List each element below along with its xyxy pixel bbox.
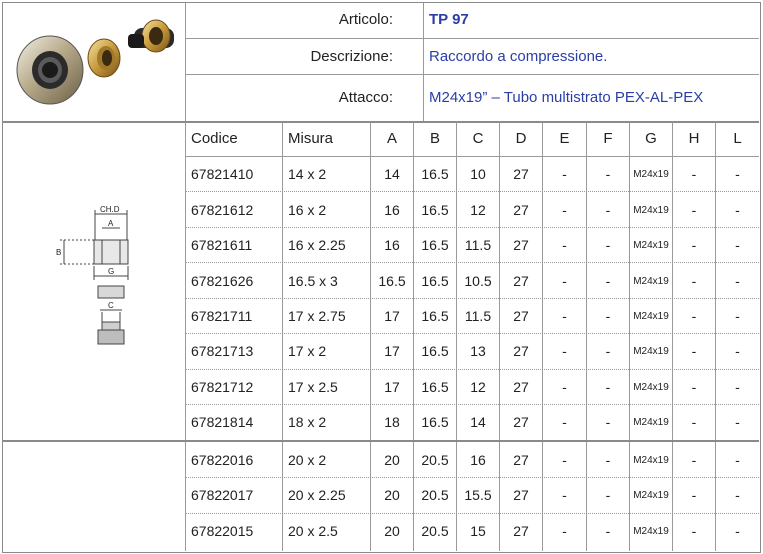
cell-misura: 17 x 2.75 [288,308,346,324]
cell-f: - [605,166,611,182]
nut-photo [17,36,83,104]
row-rule [186,298,759,299]
row-rule [186,156,759,157]
row-rule [186,404,759,405]
cell-e: - [562,452,567,468]
row-rule [186,227,759,228]
cell-d: 27 [513,523,529,539]
cell-g: M24x19 [633,490,669,501]
cell-d: 27 [513,308,529,324]
cell-l: - [735,166,740,182]
descrizione-label: Descrizione: [310,48,393,65]
drawing-label-chd: CH.D [100,205,120,214]
cell-f: - [605,202,611,218]
cell-codice: 67822016 [191,452,254,468]
cell-misura: 17 x 2.5 [288,379,338,395]
cell-f: - [605,452,611,468]
group-rule [3,440,759,442]
header-divider-left [185,3,186,121]
cell-f: - [605,237,611,253]
articolo-value: TP 97 [429,11,469,28]
cell-e: - [562,202,567,218]
cell-c: 14 [470,414,486,430]
cell-h: - [691,523,697,539]
cell-a: 16 [384,202,400,218]
cell-l: - [735,523,740,539]
cell-a: 17 [384,343,400,359]
ring-photo [88,39,120,77]
col-header-f: F [603,130,613,147]
cell-b: 16.5 [421,414,449,430]
cell-codice: 67822015 [191,523,254,539]
cell-f: - [605,308,611,324]
cell-a: 20 [384,487,400,503]
cell-b: 16.5 [421,273,449,289]
cell-h: - [691,379,697,395]
table-divider [629,122,630,551]
cell-h: - [691,308,697,324]
cell-d: 27 [513,452,529,468]
cell-l: - [735,379,740,395]
col-header-d: D [515,130,527,147]
cell-a: 17 [384,308,400,324]
row-rule [186,477,759,478]
table-divider [282,122,283,551]
cell-b: 16.5 [421,237,449,253]
descrizione-value: Raccordo a compressione. [429,48,608,65]
cell-b: 20.5 [421,523,449,539]
cell-h: - [691,414,697,430]
cell-d: 27 [513,166,529,182]
cell-g: M24x19 [633,526,669,537]
cell-c: 13 [470,343,486,359]
cell-f: - [605,487,611,503]
cell-codice: 67821612 [191,202,254,218]
cell-codice: 67821626 [191,273,254,289]
cell-b: 16.5 [421,202,449,218]
cell-h: - [691,202,697,218]
cell-c: 15 [470,523,486,539]
cell-a: 16 [384,237,400,253]
cell-c: 12 [470,379,486,395]
attacco-label: Attacco: [338,89,393,106]
cell-misura: 20 x 2 [288,452,327,468]
cell-c: 10.5 [464,273,492,289]
cell-l: - [735,343,740,359]
cell-l: - [735,237,740,253]
cell-codice: 67821713 [191,343,254,359]
cell-f: - [605,343,611,359]
col-header-l: L [733,130,742,147]
cell-c: 11.5 [464,237,492,253]
cell-misura: 18 x 2 [288,414,327,430]
cell-b: 16.5 [421,308,449,324]
cell-e: - [562,487,567,503]
cell-e: - [562,166,567,182]
col-header-misura: Misura [288,130,334,147]
cell-a: 16.5 [378,273,406,289]
cell-a: 20 [384,452,400,468]
header-rule [186,38,759,39]
col-header-g: G [645,130,657,147]
cell-b: 16.5 [421,166,449,182]
cell-a: 17 [384,379,400,395]
col-header-e: E [559,130,570,147]
cell-e: - [562,308,567,324]
articolo-label: Articolo: [338,11,393,28]
cell-l: - [735,487,740,503]
cell-misura: 14 x 2 [288,166,327,182]
cell-codice: 67821611 [191,237,253,253]
cell-h: - [691,237,697,253]
cell-g: M24x19 [633,382,669,393]
cell-l: - [735,202,740,218]
drawing-label-b: B [56,248,62,257]
col-header-h: H [688,130,700,147]
cell-a: 20 [384,523,400,539]
col-header-a: A [386,130,397,147]
col-header-codice: Codice [191,130,238,147]
cell-e: - [562,237,567,253]
cell-g: M24x19 [633,417,669,428]
cell-h: - [691,452,697,468]
drawing-label-c: C [108,301,114,310]
cell-c: 15.5 [464,487,492,503]
cell-f: - [605,273,611,289]
row-rule [186,369,759,370]
cell-h: - [691,487,697,503]
cell-codice: 67821711 [191,308,253,324]
col-header-c: C [472,130,484,147]
header-bottom-rule [3,121,759,123]
row-rule [186,513,759,514]
cell-h: - [691,166,697,182]
header-rule [186,74,759,75]
cell-d: 27 [513,343,529,359]
cell-g: M24x19 [633,240,669,251]
cell-d: 27 [513,237,529,253]
header-divider-mid [423,3,424,121]
cell-c: 16 [470,452,486,468]
cell-h: - [691,273,697,289]
cell-f: - [605,523,611,539]
cell-l: - [735,308,740,324]
cell-g: M24x19 [633,205,669,216]
cell-misura: 17 x 2 [288,343,327,359]
cell-misura: 20 x 2.25 [288,487,346,503]
cell-codice: 67822017 [191,487,254,503]
cell-codice: 67821410 [191,166,254,182]
attacco-value: M24x19” – Tubo multistrato PEX-AL-PEX [429,89,704,106]
cell-d: 27 [513,202,529,218]
cell-b: 16.5 [421,343,449,359]
technical-drawing [50,200,160,355]
cell-g: M24x19 [633,455,669,466]
cell-h: - [691,343,697,359]
drawing-label-a: A [108,219,114,228]
cell-e: - [562,343,567,359]
row-rule [186,333,759,334]
drawing-label-g: G [108,267,115,276]
cell-l: - [735,414,740,430]
row-rule [186,191,759,192]
cell-d: 27 [513,487,529,503]
cell-g: M24x19 [633,276,669,287]
cell-l: - [735,452,740,468]
cell-f: - [605,379,611,395]
col-header-b: B [429,130,440,147]
cell-a: 14 [384,166,400,182]
cell-g: M24x19 [633,311,669,322]
cell-e: - [562,273,567,289]
cell-d: 27 [513,414,529,430]
cell-a: 18 [384,414,400,430]
cell-d: 27 [513,379,529,395]
cell-c: 12 [470,202,486,218]
cell-misura: 16 x 2 [288,202,327,218]
cell-misura: 20 x 2.5 [288,523,338,539]
cell-b: 20.5 [421,452,449,468]
cell-codice: 67821712 [191,379,254,395]
cell-f: - [605,414,611,430]
row-rule [186,262,759,263]
cell-c: 11.5 [464,308,492,324]
cell-misura: 16 x 2.25 [288,237,346,253]
table-divider [185,122,186,551]
cell-misura: 16.5 x 3 [288,273,338,289]
cell-g: M24x19 [633,346,669,357]
cell-b: 20.5 [421,487,449,503]
insert-photo [128,20,174,52]
cell-b: 16.5 [421,379,449,395]
cell-e: - [562,414,567,430]
cell-e: - [562,379,567,395]
cell-l: - [735,273,740,289]
cell-c: 10 [470,166,486,182]
cell-codice: 67821814 [191,414,254,430]
cell-e: - [562,523,567,539]
cell-d: 27 [513,273,529,289]
cell-g: M24x19 [633,169,669,180]
product-photo [10,6,182,116]
